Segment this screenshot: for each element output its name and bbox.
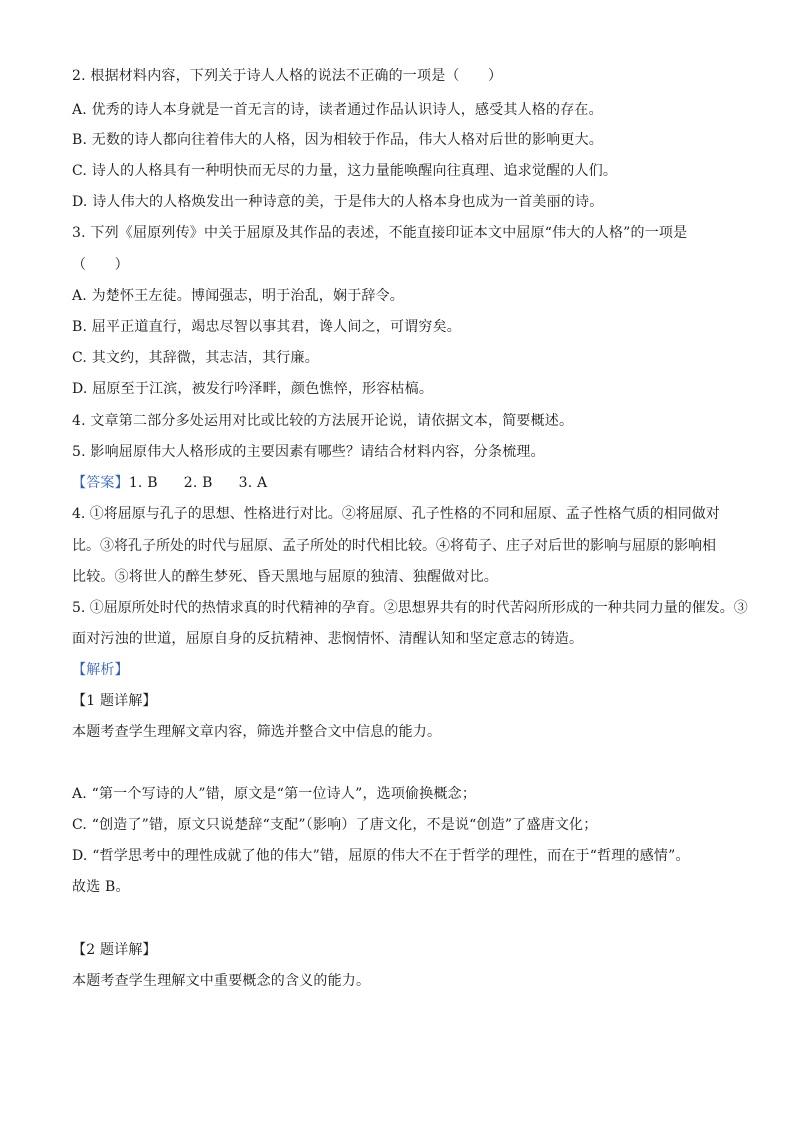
detail-1-line-d: D. “哲学思考中的理性成就了他的伟大”错，屈原的伟大不在于哲学的理性，而在于“哲理的感情”。 (72, 848, 690, 864)
q3-stem: 3. 下列《屈原列传》中关于屈原及其作品的表述，不能直接印证本文中屈原“伟大的人格”的一项是 (72, 225, 688, 241)
detail-2-heading: 【2 题详解】 (72, 942, 157, 958)
answer-4-line-1: 4. ①将屈原与孔子的思想、性格进行对比。②将屈原、孔子性格的不同和屈原、孟子性格气质的相同做对 (72, 506, 720, 522)
q3-option-c: C. 其文约，其辞微，其志洁，其行廉。 (72, 350, 319, 366)
answer-item-1: 1. B (128, 475, 158, 491)
answer-item-2: 2. B (183, 475, 213, 491)
q2-option-a: A. 优秀的诗人本身就是一首无言的诗，读者通过作品认识诗人，感受其人格的存在。 (72, 102, 603, 118)
analysis-label: 【解析】 (72, 662, 129, 678)
detail-1-heading: 【1 题详解】 (72, 693, 157, 709)
q3-option-a: A. 为楚怀王左徒。博闻强志，明于治乱，娴于辞令。 (72, 288, 405, 304)
q4-stem: 4. 文章第二部分多处运用对比或比较的方法展开论说，请依据文本，简要概述。 (72, 413, 574, 429)
answer-5-line-1: 5. ①屈原所处时代的热情求真的时代精神的孕育。②思想界共有的时代苦闷所形成的一种共同力量的催发。③ (72, 600, 748, 616)
answer-4-line-3: 比较。⑤将世人的醉生梦死、昏天黑地与屈原的独清、独醒做对比。 (72, 569, 498, 585)
q3-option-d: D. 屈原至于江滨，被发行吟泽畔，颜色憔悴，形容枯槁。 (72, 381, 434, 397)
detail-1-conclusion: 故选 B。 (72, 879, 130, 895)
q3-stem-bracket: （ ） (72, 257, 129, 273)
answer-4-line-2: 比。③将孔子所处的时代与屈原、孟子所处的时代相比较。④将荀子、庄子对后世的影响与屈原的影响相 (72, 538, 716, 554)
q2-option-d: D. 诗人伟大的人格焕发出一种诗意的美，于是伟大的人格本身也成为一首美丽的诗。 (72, 194, 604, 210)
q2-option-c: C. 诗人的人格具有一种明快而无尽的力量，这力量能唤醒向往真理、追求觉醒的人们。 (72, 163, 618, 179)
q2-stem: 2. 根据材料内容，下列关于诗人人格的说法不正确的一项是（ ） (72, 68, 503, 84)
detail-1-line-a: A. “第一个写诗的人”错，原文是“第一位诗人”，选项偷换概念； (72, 786, 477, 802)
detail-1-line-c: C. “创造了”错，原文只说楚辞“支配”（影响）了唐文化，不是说“创造”了盛唐文化； (72, 817, 598, 833)
answer-5-line-2: 面对污浊的世道，屈原自身的反抗精神、悲悯情怀、清醒认知和坚定意志的铸造。 (72, 631, 584, 647)
q5-stem: 5. 影响屈原伟大人格形成的主要因素有哪些？请结合材料内容，分条梳理。 (72, 444, 545, 460)
answer-line (72, 474, 762, 492)
q3-option-b: B. 屈平正道直行，竭忠尽智以事其君，谗人间之，可谓穷矣。 (72, 319, 461, 335)
answer-label: 【答案】 (72, 475, 129, 491)
answer-item-3: 3. A (238, 475, 268, 491)
detail-2-intro: 本题考查学生理解文中重要概念的含义的能力。 (72, 973, 371, 989)
q2-option-b: B. 无数的诗人都向往着伟大的人格，因为相较于作品，伟大人格对后世的影响更大。 (72, 132, 603, 148)
detail-1-intro: 本题考查学生理解文章内容，筛选并整合文中信息的能力。 (72, 724, 442, 740)
